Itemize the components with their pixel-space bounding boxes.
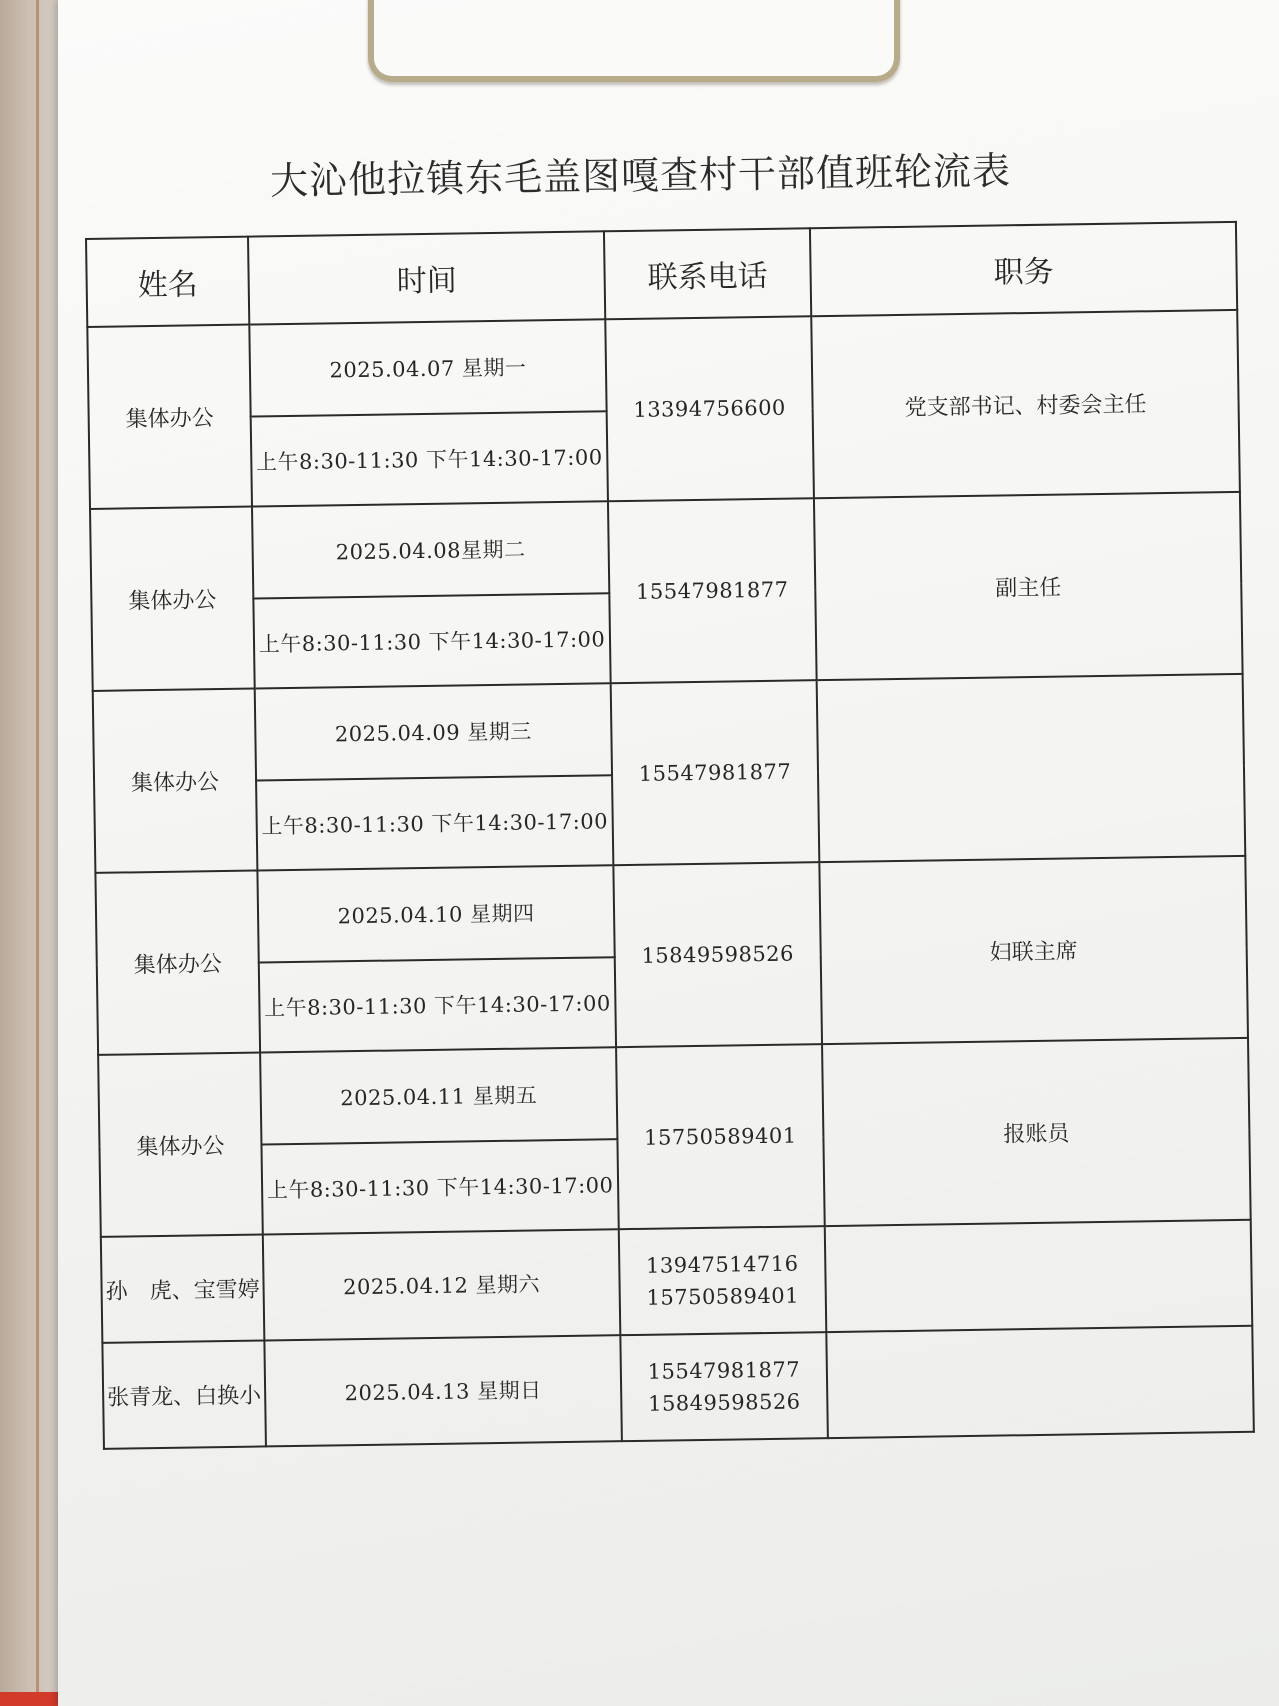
cell-hours: 上午8:30-11:30 下午14:30-17:00 bbox=[253, 593, 610, 688]
phone-number: 13394756600 bbox=[633, 395, 787, 422]
cell-role: 党支部书记、村委会主任 bbox=[811, 310, 1240, 498]
cell-date: 2025.04.11 星期五 bbox=[260, 1047, 617, 1144]
cell-hours: 上午8:30-11:30 下午14:30-17:00 bbox=[261, 1139, 618, 1234]
cell-name: 集体办公 bbox=[95, 871, 260, 1055]
cell-phone bbox=[619, 1226, 827, 1335]
phone-number: 15849598526 bbox=[647, 1389, 801, 1416]
table-row bbox=[87, 310, 1238, 419]
cell-role: 妇联主席 bbox=[819, 856, 1248, 1044]
header-name: 姓名 bbox=[86, 237, 249, 327]
phone-number: 15849598526 bbox=[641, 941, 795, 968]
cell-date: 2025.04.13 星期日 bbox=[264, 1335, 622, 1446]
cell-date: 2025.04.08星期二 bbox=[252, 501, 609, 598]
cell-phone bbox=[605, 316, 814, 501]
cell-name: 集体办公 bbox=[93, 689, 258, 873]
cell-role bbox=[826, 1326, 1254, 1438]
cell-phone bbox=[616, 1044, 825, 1229]
phone-number: 13947514716 bbox=[645, 1251, 799, 1278]
phone-number: 15547981877 bbox=[638, 759, 792, 786]
cell-date: 2025.04.09 星期三 bbox=[255, 683, 612, 780]
header-phone: 联系电话 bbox=[604, 228, 811, 319]
cell-name: 孙 虎、宝雪婷 bbox=[101, 1234, 265, 1342]
cell-name: 集体办公 bbox=[90, 507, 255, 691]
table-row bbox=[93, 674, 1244, 783]
table-row bbox=[102, 1326, 1253, 1449]
cell-hours: 上午8:30-11:30 下午14:30-17:00 bbox=[251, 411, 608, 506]
page-title: 大沁他拉镇东毛盖图嘎查村干部值班轮流表 bbox=[269, 148, 1012, 203]
cell-name: 张青龙、白换小 bbox=[102, 1340, 266, 1448]
header-time: 时间 bbox=[248, 231, 605, 324]
cell-name: 集体办公 bbox=[87, 325, 252, 509]
cell-phone bbox=[608, 498, 817, 683]
cell-role: 副主任 bbox=[814, 492, 1243, 680]
cell-phone bbox=[611, 680, 820, 865]
cell-role bbox=[825, 1220, 1253, 1332]
cell-name: 集体办公 bbox=[98, 1052, 263, 1236]
table-row bbox=[90, 492, 1241, 601]
cell-hours: 上午8:30-11:30 下午14:30-17:00 bbox=[256, 775, 613, 870]
cell-date: 2025.04.10 星期四 bbox=[257, 865, 614, 962]
cell-role: 报账员 bbox=[822, 1038, 1251, 1226]
phone-number: 15750589401 bbox=[643, 1123, 797, 1150]
phone-number: 15547981877 bbox=[647, 1357, 801, 1384]
table-row bbox=[101, 1220, 1252, 1343]
cell-role bbox=[817, 674, 1246, 862]
roster-sheet bbox=[85, 221, 1254, 1538]
binder-clip-icon bbox=[368, 0, 900, 82]
cell-phone bbox=[613, 862, 822, 1047]
duty-roster-table bbox=[85, 221, 1255, 1450]
header-role: 职务 bbox=[810, 222, 1237, 316]
header-row bbox=[86, 222, 1237, 327]
table-row bbox=[95, 856, 1246, 965]
cell-date: 2025.04.07 星期一 bbox=[249, 319, 606, 416]
phone-number: 15750589401 bbox=[646, 1283, 800, 1310]
table-row bbox=[98, 1038, 1249, 1147]
cell-date: 2025.04.12 星期六 bbox=[263, 1229, 621, 1340]
cell-hours: 上午8:30-11:30 下午14:30-17:00 bbox=[259, 957, 616, 1052]
folder-red-corner bbox=[0, 1692, 58, 1706]
phone-number: 15547981877 bbox=[635, 577, 789, 604]
cell-phone bbox=[620, 1332, 828, 1441]
folder-edge bbox=[36, 0, 39, 1706]
